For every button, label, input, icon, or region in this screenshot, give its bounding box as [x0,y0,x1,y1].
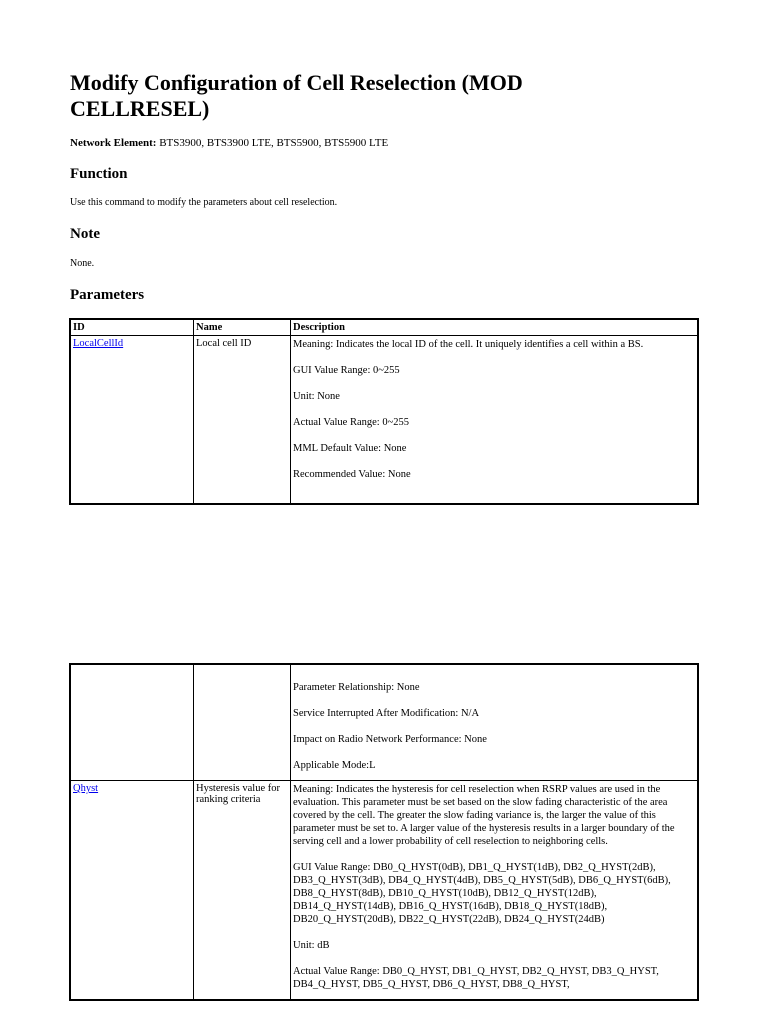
page-title: Modify Configuration of Cell Reselection (MOD CELLRESEL) [70,70,523,121]
description-line: Meaning: Indicates the local ID of the cell. It uniquely identifies a cell within a BS. [293,339,644,350]
header-description: Description [291,319,699,336]
parameters-heading: Parameters [70,287,145,303]
param-description [291,781,699,1001]
param-name: Local cell ID [194,336,291,504]
table-row [70,781,698,1001]
description-line: Actual Value Range: 0~255 [293,417,410,428]
network-element-line [70,137,388,149]
description-line: GUI Value Range: DB0_Q_HYST(0dB), DB1_Q_HYST(1dB), DB2_Q_HYST(2dB), DB3_Q_HYST(3dB), DB4_Q_HYST(4dB), DB5_Q_HYST(5dB), DB6_Q_HYST(6dB), DB8_Q_HYST(8dB), DB10_Q_HYST(10dB), DB12_Q_HYST(12dB), DB14_Q_HYST(14dB), DB16_Q_HYST(16dB), DB18_Q_HYST(18dB), DB20_Q_HYST(20dB), DB22_Q_HYST(22dB), DB24_Q_HYST(24dB) [293,862,671,925]
header-name: Name [194,319,291,336]
description-line: MML Default Value: None [293,443,407,454]
param-description [291,336,699,504]
header-id: ID [70,319,194,336]
function-heading: Function [70,166,128,182]
function-text: Use this command to modify the parameters about cell reselection. [70,197,338,208]
param-link-qhyst[interactable]: Qhyst [73,783,99,794]
description-line: Impact on Radio Network Performance: None [293,734,487,745]
param-description [291,664,699,781]
description-line: Unit: dB [293,940,330,951]
description-line: Service Interrupted After Modification: N/A [293,708,480,719]
description-line: Unit: None [293,391,340,402]
description-line: Parameter Relationship: None [293,682,420,693]
parameters-table-continued [69,663,699,1001]
param-id-empty [70,664,194,781]
table-row [70,336,698,504]
description-line: GUI Value Range: 0~255 [293,365,400,376]
description-line: Applicable Mode:L [293,760,376,771]
table-row [70,664,698,781]
note-heading: Note [70,226,100,242]
param-name: Hysteresis value for ranking criteria [194,781,291,1001]
table-header-row [70,319,698,336]
param-name-empty [194,664,291,781]
description-line: Recommended Value: None [293,469,411,480]
description-line: Actual Value Range: DB0_Q_HYST, DB1_Q_HYST, DB2_Q_HYST, DB3_Q_HYST, DB4_Q_HYST, DB5_Q_HYST, DB6_Q_HYST, DB8_Q_HYST, [293,966,659,990]
param-link-localcellid[interactable]: LocalCellId [73,338,124,349]
description-line: Meaning: Indicates the hysteresis for cell reselection when RSRP values are used in the evaluation. This parameter must be set based on the slow fading characteristic of the area covered by the cell. The greater the slow fading variance is, the larger the value of this parameter must be set to. A larger value of the hysteresis results in a larger boundary of the serving cell and a lower probability of cell reselection to neighboring cells. [293,784,675,847]
parameters-table [69,318,699,505]
network-element-label: Network Element: [70,137,157,149]
note-text: None. [70,258,95,269]
network-element-value: BTS3900, BTS3900 LTE, BTS5900, BTS5900 LTE [159,137,389,149]
